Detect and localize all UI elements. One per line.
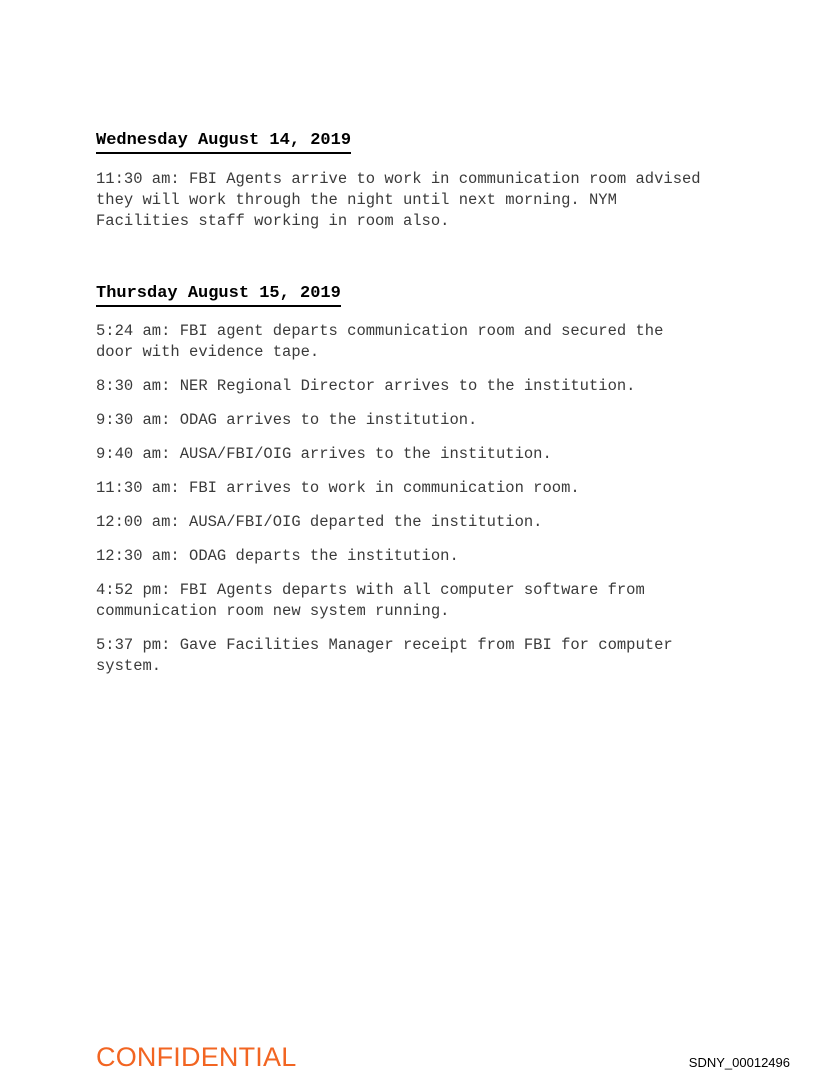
log-entry: 11:30 am: FBI Agents arrive to work in communication room advised they will work through the night until next morning. NYM Facilities staff working in room also. bbox=[96, 170, 701, 230]
log-entry: 11:30 am: FBI arrives to work in communication room. bbox=[96, 479, 580, 497]
section-heading: Thursday August 15, 2019 bbox=[96, 284, 341, 307]
log-entry: 12:00 am: AUSA/FBI/OIG departed the institution. bbox=[96, 513, 543, 531]
log-entries bbox=[96, 321, 756, 677]
bates-number: SDNY_00012496 bbox=[688, 1055, 790, 1070]
log-entry: 12:30 am: ODAG departs the institution. bbox=[96, 547, 459, 565]
log-entry: 8:30 am: NER Regional Director arrives to the institution. bbox=[96, 377, 636, 395]
document-body bbox=[96, 131, 756, 677]
log-entry: 9:30 am: ODAG arrives to the institution. bbox=[96, 411, 478, 429]
log-section-aug-14 bbox=[96, 131, 756, 232]
section-heading: Wednesday August 14, 2019 bbox=[96, 131, 351, 154]
confidential-stamp: CONFIDENTIAL bbox=[96, 1042, 297, 1072]
log-entry: 9:40 am: AUSA/FBI/OIG arrives to the institution. bbox=[96, 445, 552, 463]
log-entry: 4:52 pm: FBI Agents departs with all computer software from communication room new system running. bbox=[96, 581, 645, 620]
log-entry: 5:37 pm: Gave Facilities Manager receipt from FBI for computer system. bbox=[96, 636, 673, 675]
log-entry: 5:24 am: FBI agent departs communication room and secured the door with evidence tape. bbox=[96, 322, 664, 361]
log-section-aug-15 bbox=[96, 284, 756, 677]
log-entries bbox=[96, 169, 756, 232]
